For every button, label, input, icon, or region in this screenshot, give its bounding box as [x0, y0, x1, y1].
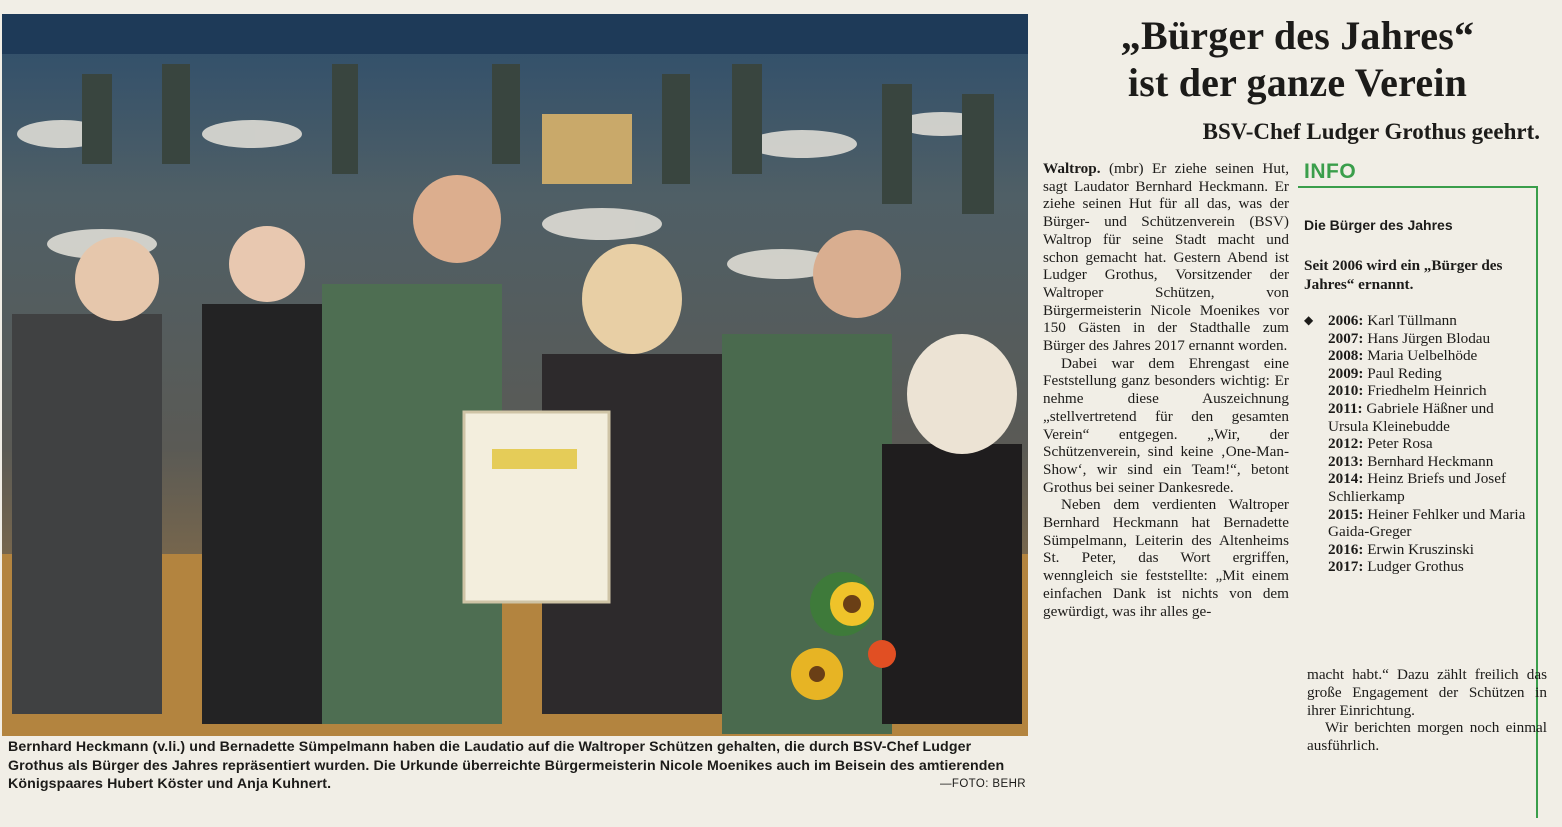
winner-name: Hans Jürgen Blodau: [1367, 329, 1491, 347]
article-paragraph: [1043, 160, 1289, 355]
winner-entry: [1304, 312, 1532, 330]
winner-entry: [1304, 382, 1532, 400]
info-box: [1298, 160, 1538, 576]
dateline: Waltrop.: [1043, 160, 1101, 177]
bullet-icon: ◆: [1304, 313, 1314, 327]
winner-year: 2009:: [1328, 364, 1364, 382]
winner-name: Erwin Kruszinski: [1367, 540, 1474, 558]
winners-list: [1304, 312, 1532, 576]
winner-entry: [1304, 435, 1532, 453]
winner-entry: [1304, 365, 1532, 383]
winner-entry: [1304, 347, 1532, 365]
paragraph-text: (mbr) Er ziehe seinen Hut, sagt Laudator Bernhard Heckmann. Er ziehe seinen Hut für all das, was der Bürger- und Schützenverein (BSV) Waltrop für seine Stadt macht und schon gemacht hat. Gestern Abend ist Ludger Grothus, Vorsitzender der Waltroper Schützen, von Bürgermeisterin Nicole Moenikes vor 150 Gästen in der Stadthalle zum Bürger des Jahres 2017 ernannt worden.: [1043, 160, 1289, 355]
winner-name: Karl Tüllmann: [1367, 312, 1457, 329]
winner-year: 2016:: [1328, 540, 1364, 558]
winner-name: Gabriele Häßner und Ursula Kleinebudde: [1328, 399, 1494, 435]
caption-text: Bernhard Heckmann (v.li.) und Bernadette Sümpelmann haben die Laudatio auf die Waltroper Schützen gehalten, die durch BSV-Chef Ludger Grothus als Bürger des Jahres repräsentiert wurden. Die Urkunde überreichte Bürgermeisterin Nicole Moenikes auch im Beisein des amtierenden Königspaares Hubert Köster und Anja Kuhnert.: [8, 739, 1005, 793]
winner-year: 2008:: [1328, 347, 1364, 365]
headline-line-2: ist der ganze Verein: [1127, 60, 1468, 105]
photo-caption: [8, 738, 1026, 794]
article-paragraph: Dabei war dem Ehrengast eine Feststellung ganz besonders wichtig: Er nehme diese Auszeichnung „stellvertretend für den gesamten Verein“ entgegen. „Wir, der Schützenverein, sind keine ‚One-Man-Show‘, wir sind ein Team!“, betont Grothus bei seiner Dankesrede.: [1043, 354, 1289, 496]
winner-entry: [1304, 558, 1532, 576]
winner-name: Heiner Fehlker und Maria Gaida-Greger: [1328, 505, 1526, 541]
photo-illustration: [2, 14, 1028, 736]
winner-year: 2012:: [1328, 435, 1364, 453]
winner-entry: [1304, 400, 1532, 435]
winner-entry: [1304, 541, 1532, 559]
certificate: [464, 412, 609, 602]
info-intro: Seit 2006 wird ein „Bürger des Jahres“ ernannt.: [1304, 257, 1503, 293]
headline-line-1: „Bürger des Jahres“: [1120, 13, 1475, 58]
winner-year: 2011:: [1328, 399, 1363, 417]
winner-year: 2010:: [1328, 382, 1364, 400]
winner-entry: [1304, 453, 1532, 471]
info-subheading: Die Bürger des Jahres: [1304, 217, 1453, 233]
winner-year: 2014:: [1328, 470, 1364, 488]
winner-name: Heinz Briefs und Josef Schlierkamp: [1328, 470, 1506, 505]
article-body: [1043, 160, 1289, 620]
article-paragraph: Neben dem verdienten Waltroper Bernhard Heckmann hat Bernadette Sümpelmann, Leiterin des Altenheims St. Peter, das Wort ergriffen, wenngleich sie feststellte: „Mit einem einfachen Dank ist nichts von dem gewürdigt, was ihr alles ge-: [1043, 496, 1289, 620]
article-continuation: [1307, 666, 1547, 755]
winner-name: Bernhard Heckmann: [1367, 452, 1494, 470]
winner-year: 2017:: [1328, 558, 1364, 576]
winner-name: Paul Reding: [1367, 364, 1442, 382]
article-paragraph: Wir berichten morgen noch einmal ausführlich.: [1307, 719, 1547, 755]
info-heading: INFO: [1304, 160, 1357, 183]
winner-entry: [1304, 470, 1532, 505]
article-paragraph: macht habt.“ Dazu zählt freilich das große Engagement der Schützen in ihrer Einrichtung.: [1307, 666, 1547, 719]
winner-year: 2006:: [1328, 312, 1364, 329]
winner-year: 2007:: [1328, 329, 1364, 347]
winner-year: 2015:: [1328, 505, 1364, 523]
article-subheadline: BSV-Chef Ludger Grothus geehrt.: [1202, 119, 1540, 144]
winner-entry: [1304, 330, 1532, 348]
photo-credit: —FOTO: BEHR: [940, 778, 1026, 791]
winner-name: Ludger Grothus: [1367, 558, 1464, 576]
winner-name: Friedhelm Heinrich: [1367, 382, 1487, 400]
article-headline: [1050, 12, 1545, 106]
winner-name: Maria Uelbelhöde: [1367, 347, 1478, 365]
article-photo: [2, 14, 1028, 736]
winner-year: 2013:: [1328, 452, 1364, 470]
winner-entry: [1304, 506, 1532, 541]
winner-name: Peter Rosa: [1367, 435, 1433, 453]
